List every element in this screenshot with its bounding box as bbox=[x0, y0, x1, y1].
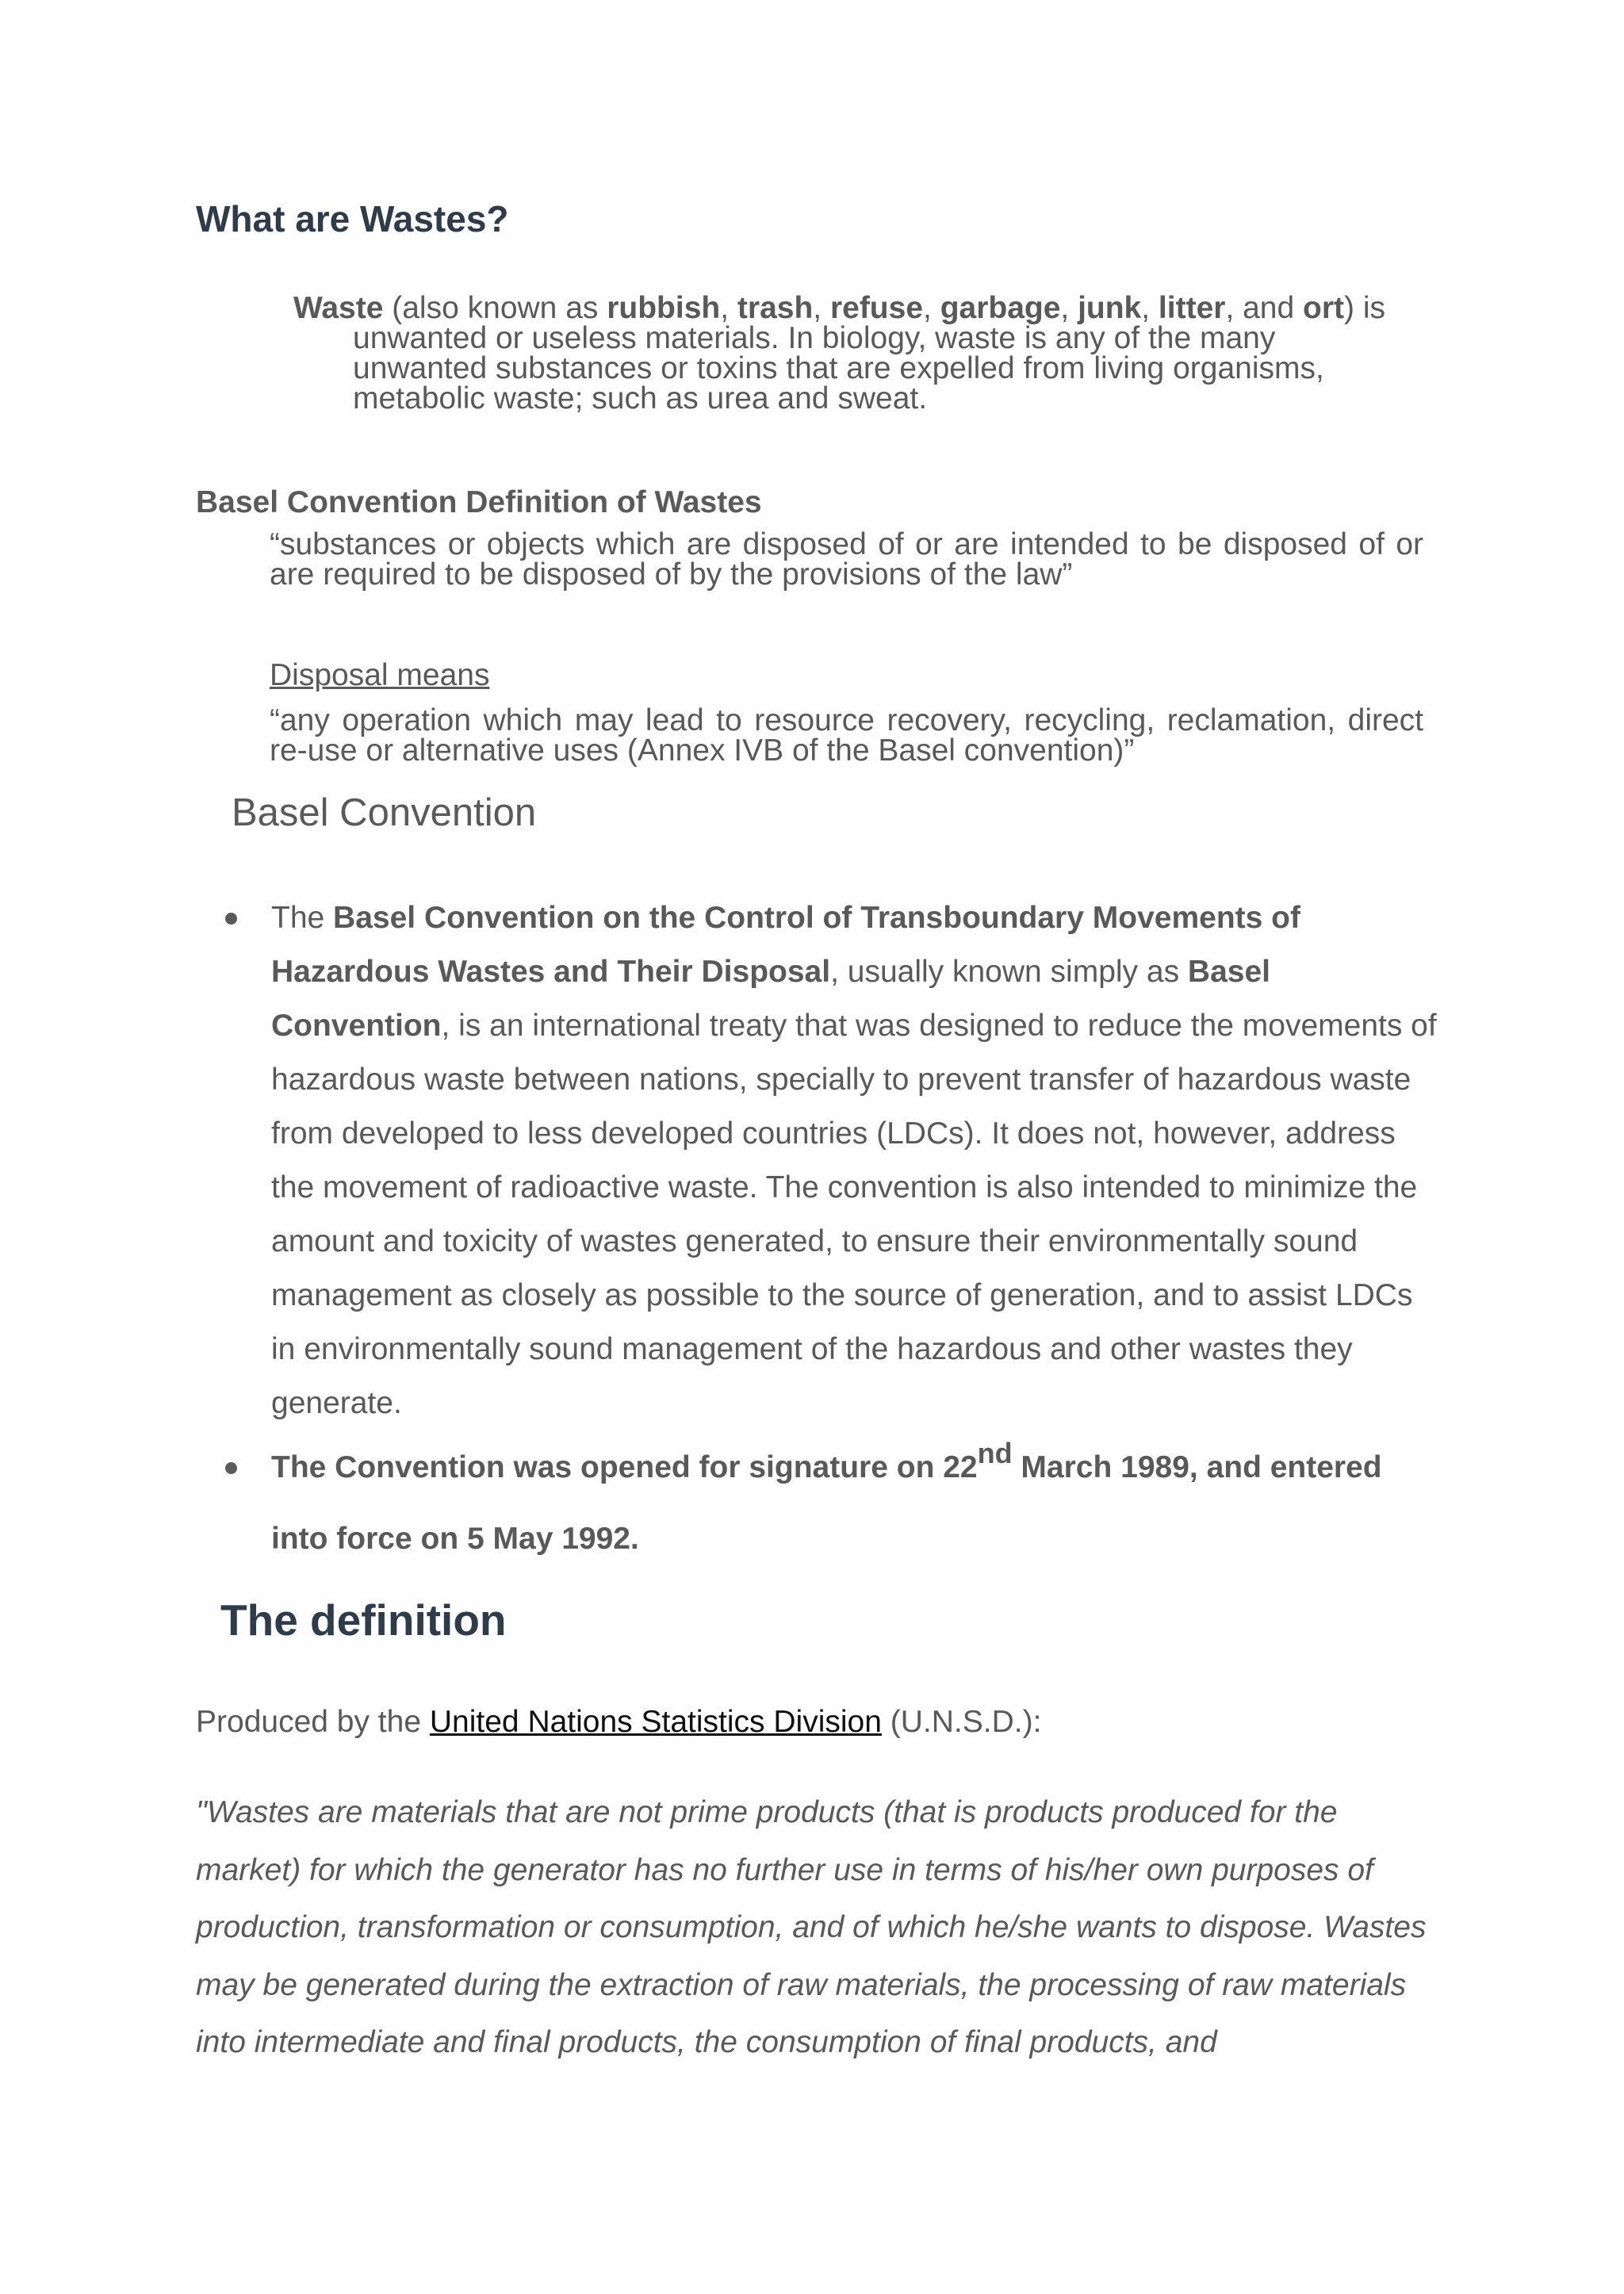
produced-by-line bbox=[196, 1703, 1041, 1741]
term-ort: ort bbox=[1303, 291, 1345, 325]
term-refuse: refuse bbox=[829, 291, 924, 325]
unsd-definition-quote: "Wastes are materials that are not prime products (that is products produced for the market) for which the generator has no further use in terms of his/her own purposes of production, transformation or consumption, and of which he/she wants to dispose. Wastes may be generated during the extraction of raw materials, the processing of raw materials into intermediate and final products, the consumption of final products, and bbox=[196, 1795, 1427, 2059]
ordinal-suffix: nd bbox=[977, 1437, 1013, 1469]
text-fragment: Produced by the bbox=[196, 1705, 430, 1739]
text-fragment: March 1989, and entered into force on 5 May 1992. bbox=[271, 1450, 1382, 1556]
heading-the-definition: The definition bbox=[220, 1595, 507, 1645]
basel-convention-bullet-list bbox=[219, 891, 1440, 1575]
separator: , bbox=[720, 291, 737, 325]
term-junk: junk bbox=[1078, 291, 1142, 325]
term-trash: trash bbox=[737, 291, 814, 325]
waste-definition-first-line bbox=[293, 293, 1404, 324]
bold-fragment: Basel Convention bbox=[271, 955, 1270, 1043]
list-item bbox=[219, 891, 1440, 1430]
text-fragment: , is an international treaty that was designed to reduce the movements of hazardous waste between nations, specially to prevent transfer of hazardous waste from developed to less developed countries (LDCs). It does not, however, address the movement of radioactive waste. The convention is also intended to minimize the amount and toxicity of wastes generated, to ensure their environmentally sound management as closely as possible to the source of generation, and to assist LDCs in environmentally sound management of the hazardous and other wastes they generate. bbox=[271, 1009, 1437, 1420]
list-item bbox=[219, 1432, 1440, 1575]
text-fragment: (U.N.S.D.): bbox=[881, 1705, 1042, 1739]
separator: , bbox=[1060, 291, 1078, 325]
disposal-means-quote: “any operation which may lead to resource recovery, recycling, reclamation, direct re-use or alternative uses (Annex IVB of the Basel convention)” bbox=[270, 703, 1423, 768]
term-garbage: garbage bbox=[940, 291, 1061, 325]
disposal-means-label: Disposal means bbox=[270, 658, 490, 692]
term-litter: litter bbox=[1158, 291, 1226, 325]
text-fragment: The bbox=[271, 901, 334, 935]
separator: , and bbox=[1225, 291, 1304, 325]
bullet-icon bbox=[225, 1462, 237, 1474]
term-rubbish: rubbish bbox=[607, 291, 721, 325]
waste-definition-continuation: unwanted or useless materials. In biology, waste is any of the many unwanted substances or toxins that are expelled from living organisms, metabolic waste; such as urea and sweat. bbox=[353, 321, 1324, 416]
basel-definition-quote: “substances or objects which are disposed of or are intended to be disposed of or are required to be disposed of by the provisions of the law” bbox=[270, 527, 1423, 592]
term-waste: Waste bbox=[293, 291, 384, 325]
text-fragment: (also known as bbox=[383, 291, 607, 325]
text-fragment: The Convention was opened for signature on 22 bbox=[271, 1450, 978, 1484]
waste-definition-paragraph bbox=[293, 293, 1404, 414]
separator: , bbox=[923, 291, 940, 325]
heading-basel-definition: Basel Convention Definition of Wastes bbox=[196, 485, 762, 519]
separator: , bbox=[813, 291, 830, 325]
separator: , bbox=[1141, 291, 1159, 325]
unsd-link[interactable]: United Nations Statistics Division bbox=[429, 1705, 882, 1739]
text-fragment: , usually known simply as bbox=[830, 955, 1188, 989]
bold-fragment: Basel Convention on the Control of Transboundary Movements of Hazardous Wastes and Their Disposal bbox=[271, 901, 1300, 989]
heading-what-are-wastes: What are Wastes? bbox=[196, 198, 509, 239]
heading-basel-convention: Basel Convention bbox=[232, 791, 537, 834]
text-fragment: ) is bbox=[1344, 291, 1386, 325]
bullet-icon bbox=[225, 913, 237, 925]
